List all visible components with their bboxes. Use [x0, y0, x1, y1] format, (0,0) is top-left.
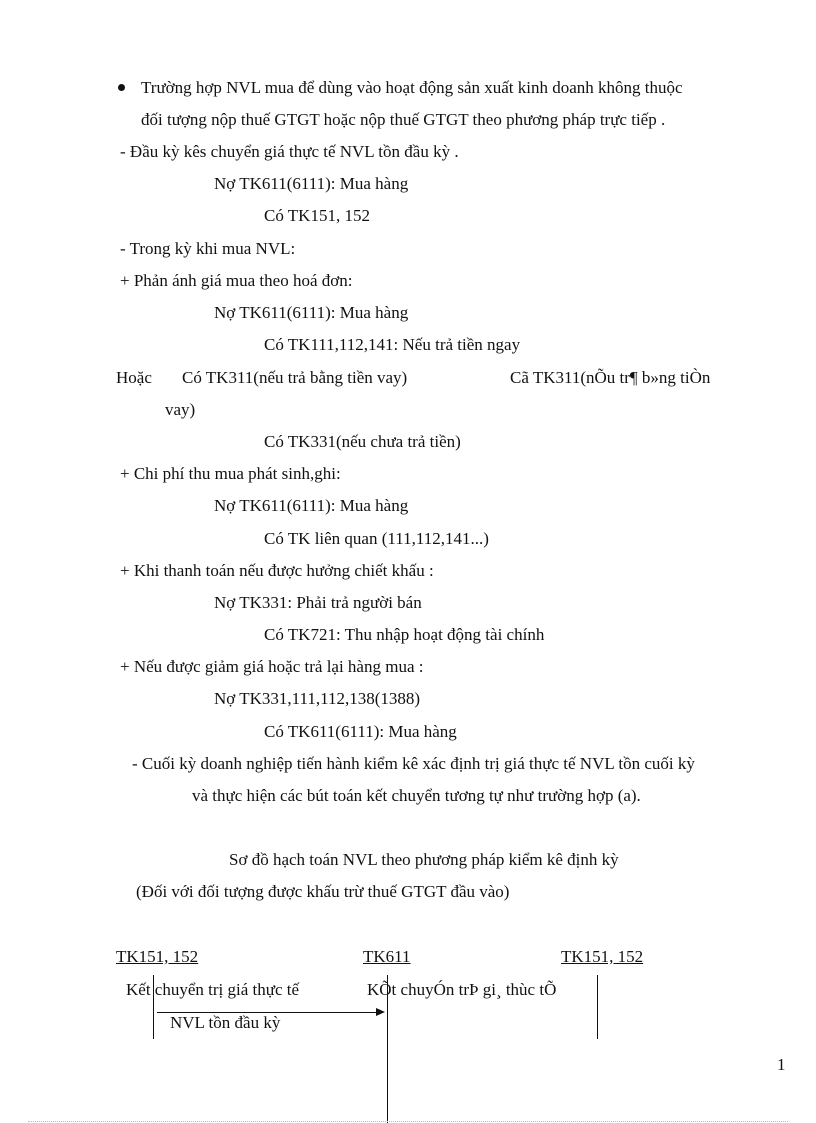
page-number: 1 — [777, 1055, 786, 1074]
text-line: + Phản ánh giá mua theo hoá đơn: — [120, 271, 353, 290]
entry-left-line2: NVL tồn đầu kỳ — [170, 1013, 281, 1032]
text-line: Nợ TK331: Phải trả người bán — [214, 593, 422, 612]
text-line: Có TK311(nếu trả bằng tiền vay) — [182, 368, 408, 387]
bullet-line-2: đối tượng nộp thuế GTGT hoặc nộp thuế GTGT theo phương pháp trực tiếp . — [141, 110, 666, 129]
arrow-head-icon — [376, 1008, 385, 1016]
account-mid: TK611 — [363, 947, 411, 966]
text-line: và thực hiện các bút toán kết chuyển tương tự như trường hợp (a). — [192, 786, 641, 805]
text-line: + Khi thanh toán nếu được hưởng chiết khấu : — [120, 561, 434, 580]
bullet-line-1: Trường hợp NVL mua để dùng vào hoạt động sản xuất kinh doanh không thuộc — [141, 78, 683, 97]
text-line: - Trong kỳ khi mua NVL: — [120, 239, 296, 258]
text-line: + Nếu được giảm giá hoặc trả lại hàng mua : — [120, 657, 424, 676]
text-line: Có TK liên quan (111,112,141...) — [264, 529, 489, 548]
account-left: TK151, 152 — [116, 947, 199, 966]
t-account-right-line — [597, 975, 598, 1039]
text-line: + Chi phí thu mua phát sinh,ghi: — [120, 464, 341, 483]
arrow-line — [157, 1012, 377, 1013]
bullet-point — [118, 84, 125, 91]
text-line: Nợ TK611(6111): Mua hàng — [214, 496, 409, 515]
entry-mid-line1: KÕt chuyÓn trÞ gi¸ thùc tÕ — [367, 980, 557, 999]
diagram-subtitle: (Đối với đối tượng được khấu trừ thuế GTGT đầu vào) — [136, 882, 510, 901]
text-line: Nợ TK611(6111): Mua hàng — [214, 303, 409, 322]
text-line: Có TK151, 152 — [264, 206, 370, 225]
text-line: Nợ TK611(6111): Mua hàng — [214, 174, 409, 193]
text-line: Có TK611(6111): Mua hàng — [264, 722, 457, 741]
footer-divider — [28, 1121, 788, 1122]
text-line: Có TK111,112,141: Nếu trả tiền ngay — [264, 335, 521, 354]
text-line: Có TK331(nếu chưa trả tiền) — [264, 432, 461, 451]
text-line: vay) — [165, 400, 196, 419]
text-line: - Đầu kỳ kês chuyển giá thực tế NVL tồn đầu kỳ . — [120, 142, 459, 161]
diagram-title: Sơ đồ hạch toán NVL theo phương pháp kiểm kê định kỳ — [229, 850, 619, 869]
entry-left-line1: Kết chuyển trị giá thực tế — [126, 980, 300, 999]
account-right: TK151, 152 — [561, 947, 644, 966]
text-line: - Cuối kỳ doanh nghiệp tiến hành kiểm kê xác định trị giá thực tế NVL tồn cuối kỳ — [132, 754, 695, 773]
text-line: Nợ TK331,111,112,138(1388) — [214, 689, 421, 708]
text-line: Cã TK311(nÕu tr¶ b»ng tiÒn — [510, 368, 711, 387]
text-line: Hoặc — [116, 368, 152, 387]
text-line: Có TK721: Thu nhập hoạt động tài chính — [264, 625, 545, 644]
